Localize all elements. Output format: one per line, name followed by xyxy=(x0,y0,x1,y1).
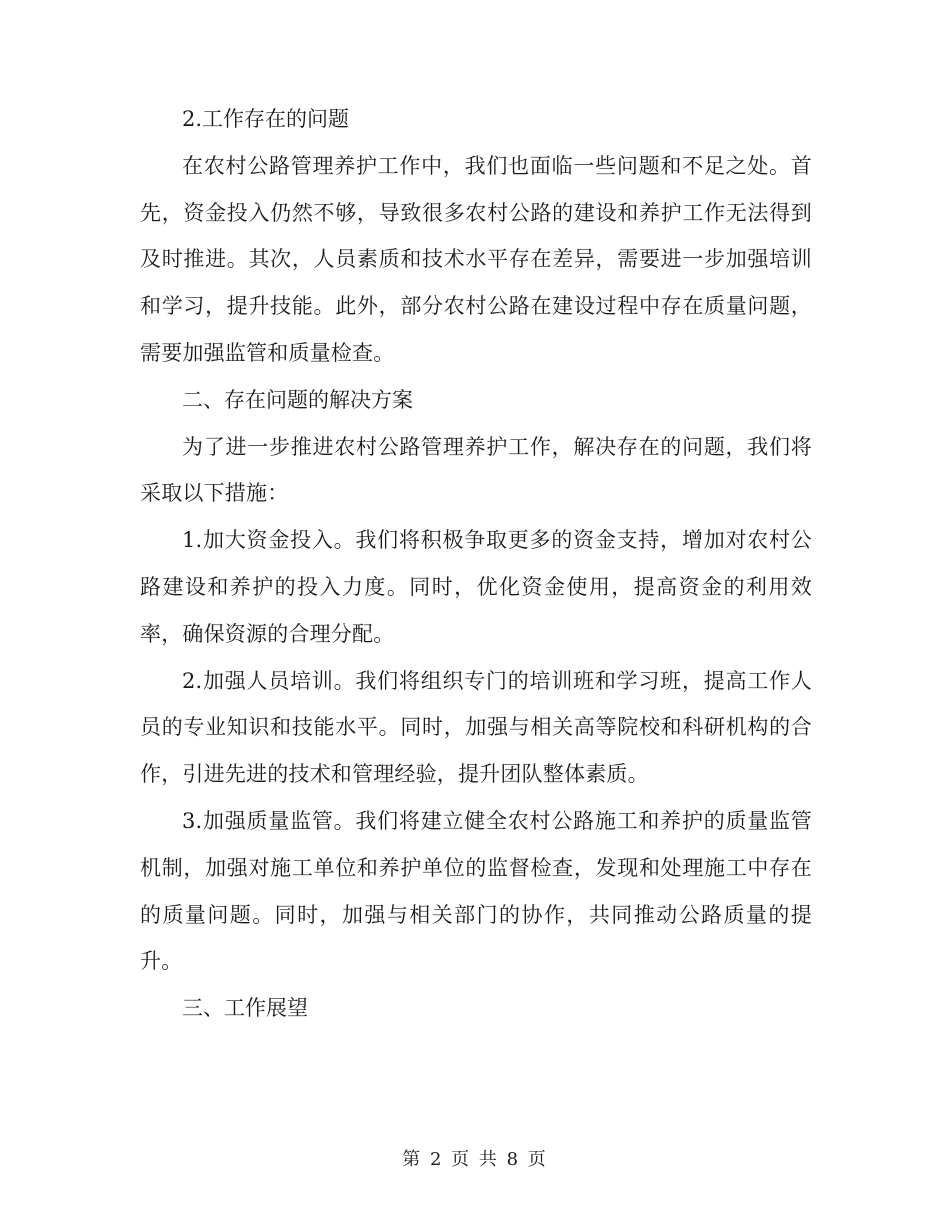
section-heading-solutions: 二、存在问题的解决方案 xyxy=(182,387,413,412)
section-heading-work-problems: 2.工作存在的问题 xyxy=(182,107,350,131)
paragraph-measure-1: 1.加大资金投入。我们将积极争取更多的资金支持，增加对农村公路建设和养护的投入力度。同时，优化资金使用，提高资金的利用效率，确保资源的合理分配。 xyxy=(140,528,812,646)
page-number-footer: 第 2 页 共 8 页 xyxy=(402,1149,548,1170)
paragraph-measure-3: 3.加强质量监管。我们将建立健全农村公路施工和养护的质量监管机制，加强对施工单位和养护单位的监督检查，发现和处理施工中存在的质量问题。同时，加强与相关部门的协作，共同推动公路质量的提升。 xyxy=(140,808,812,974)
paragraph-measure-2: 2.加强人员培训。我们将组织专门的培训班和学习班，提高工作人员的专业知识和技能水平。同时，加强与相关高等院校和科研机构的合作，引进先进的技术和管理经验，提升团队整体素质。 xyxy=(140,668,812,787)
paragraph-problems: 在农村公路管理养护工作中，我们也面临一些问题和不足之处。首先，资金投入仍然不够，导致很多农村公路的建设和养护工作无法得到及时推进。其次，人员素质和技术水平存在差异，需要进一步加强培训和学习，提升技能。此外，部分农村公路在建设过程中存在质量问题，需要加强监管和质量检查。 xyxy=(140,153,812,365)
paragraph-solutions-intro: 为了进一步推进农村公路管理养护工作，解决存在的问题，我们将采取以下措施： xyxy=(140,434,812,506)
document-body xyxy=(140,96,812,1032)
section-heading-outlook: 三、工作展望 xyxy=(182,996,308,1021)
